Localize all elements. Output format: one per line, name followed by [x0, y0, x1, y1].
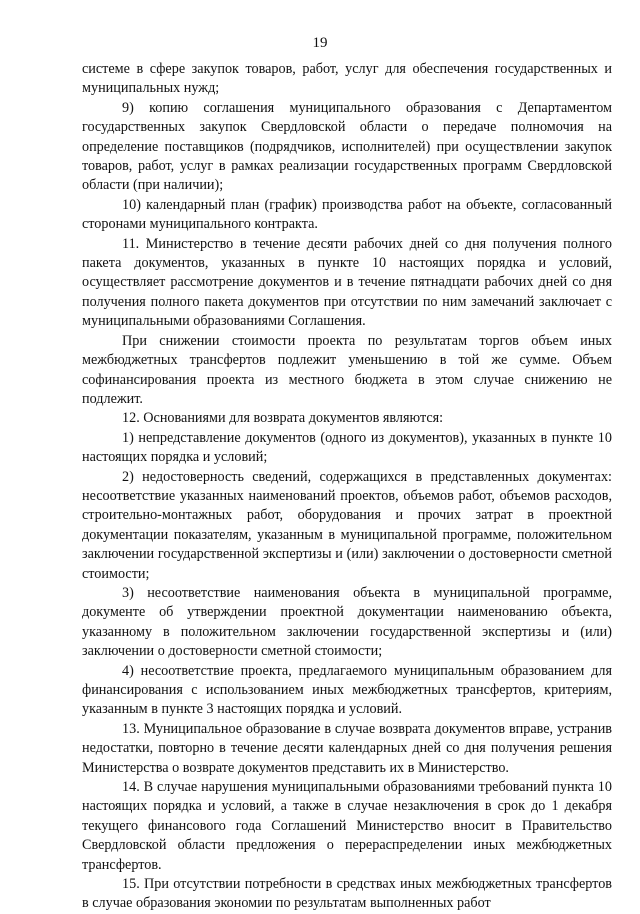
paragraph: системе в сфере закупок товаров, работ, услуг для обеспечения государственных и муниципальных нужд;	[82, 61, 612, 97]
paragraph: 1) непредставление документов (одного из документов), указанных в пункте 10 настоящих порядка и условий;	[82, 429, 612, 466]
paragraph: 15. При отсутствии потребности в средствах иных межбюджетных трансфертов в случае образования экономии по результатам выполненных работ	[82, 876, 612, 912]
page-number: 19	[312, 35, 328, 51]
paragraph: 9) копию соглашения муниципального образования с Департаментом государственных закупок Свердловской области о передаче полномочия на определение поставщиков (подрядчиков, исполнителей) при осуществлении закупок товаров, работ, услуг в рамках реализации государственных программ Свердловской области (при наличии);	[82, 99, 612, 194]
document-body	[82, 60, 612, 914]
paragraph: При снижении стоимости проекта по результатам торгов объем иных межбюджетных трансфертов подлежит уменьшению в той же сумме. Объем софинансирования проекта из местного бюджета в этом случае снижению не подлежит.	[82, 332, 612, 407]
paragraph: 4) несоответствие проекта, предлагаемого муниципальным образованием для финансирования с использованием иных межбюджетных трансфертов, критериям, указанным в пункте 3 настоящих порядка и условий.	[82, 662, 612, 718]
paragraph: 13. Муниципальное образование в случае возврата документов вправе, устранив недостатки, повторно в течение десяти календарных дней со дня получения решения Министерства о возврате документов представить их в Министерство.	[82, 720, 612, 776]
paragraph: 14. В случае нарушения муниципальными образованиями требований пункта 10 настоящих порядка и условий, а также в случае незаключения в срок до 1 декабря текущего финансового года Соглашений Министерство вносит в Правительство Свердловской области предложения о перераспределении иных межбюджетных трансфертов.	[82, 779, 612, 873]
paragraph: 2) недостоверность сведений, содержащихся в представленных документах: несоответствие указанных наименований проектов, объемов работ, объемов расходов, строительно-монтажных работ, оборудования и прочих затрат в проектной документации показателям, указанным в муниципальной программе, положительном заключении государственной экспертизы и (или) заключении о достоверности сметной стоимости;	[82, 468, 612, 582]
paragraph: 11. Министерство в течение десяти рабочих дней со дня получения полного пакета документов, указанных в пункте 10 настоящих порядка и условий, осуществляет рассмотрение документов и в течение пятнадцати рабочих дней со дня получения полного пакета документов при отсутствии по ним замечаний заключает с муниципальными образованиями Соглашения.	[82, 235, 612, 330]
paragraph: 3) несоответствие наименования объекта в муниципальной программе, документе об утверждении проектной документации наименованию объекта, указанному в положительном заключении государственной экспертизы и (или) заключении о достоверности сметной стоимости;	[82, 584, 612, 660]
paragraph: 12. Основаниями для возврата документов являются:	[122, 410, 444, 427]
paragraph: 10) календарный план (график) производства работ на объекте, согласованный сторонами муниципального контракта.	[82, 196, 612, 233]
